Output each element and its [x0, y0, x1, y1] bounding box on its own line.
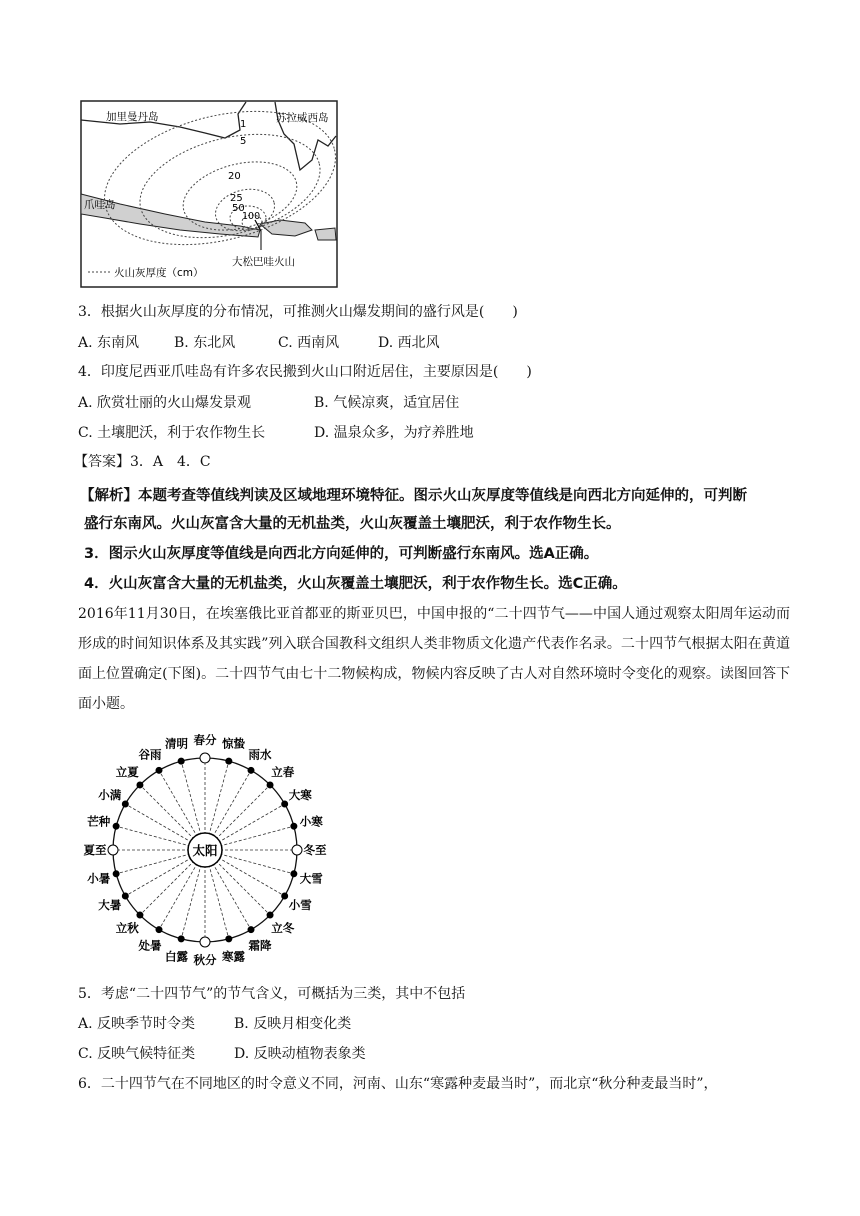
- term-label: 处暑: [138, 938, 162, 953]
- question-3-options: [78, 333, 440, 353]
- term-label: 寒露: [221, 949, 245, 964]
- question-5-options-ab: [78, 1014, 351, 1034]
- term-label: 大寒: [288, 788, 312, 802]
- term-label: 霜降: [248, 938, 272, 953]
- term-label: 夏至: [83, 843, 107, 857]
- term-marker: [178, 758, 184, 764]
- term-label: 立秋: [115, 920, 139, 935]
- term-marker: [282, 801, 288, 807]
- term-marker: [156, 927, 162, 933]
- solar-terms-diagram: [80, 728, 350, 968]
- q4-option-d: D. 温泉众多，为疗养胜地: [314, 425, 474, 441]
- question-6-stem: 6．二十四节气在不同地区的时令意义不同，河南、山东“寒露种麦最当时”，而北京“秋分种麦最当时”，: [78, 1076, 718, 1092]
- term-marker: [292, 845, 302, 855]
- term-marker: [178, 936, 184, 942]
- contour-label-25: 25: [230, 193, 243, 204]
- term-label: 小寒: [299, 814, 323, 829]
- q3-option-a: A. 东南风: [78, 335, 140, 351]
- q4-option-b: B. 气候凉爽，适宜居住: [314, 395, 460, 411]
- term-label: 立春: [271, 765, 295, 780]
- q3-option-c: C. 西南风: [278, 335, 340, 351]
- term-marker: [137, 912, 143, 918]
- term-label: 谷雨: [138, 747, 162, 762]
- term-marker: [108, 845, 118, 855]
- sun-label: 太阳: [192, 843, 218, 858]
- intro-paragraph: 2016年11月30日，在埃塞俄比亚首都亚的斯亚贝巴，中国申报的“二十四节气——中国人通过观察太阳周年运动而形成的时间知识体系及其实践”列入联合国教科文组织人类非物质文化遗产代表作名录。二十四节气根据太阳在黄道面上位置确定(下图)。二十四节气由七十二物候构成，物候内容反映了古人对自然环境时令变化的观察。读图回答下面小题。: [78, 606, 790, 712]
- analysis-line-3: 3．图示火山灰厚度等值线是向西北方向延伸的，可判断盛行东南风。选A正确。: [84, 546, 599, 562]
- term-marker: [267, 912, 273, 918]
- question-4-options-cd: [78, 423, 474, 443]
- term-label: 冬至: [303, 843, 327, 857]
- contour-label-50: 50: [232, 203, 245, 214]
- analysis-line-1: 【解析】本题考查等值线判读及区域地理环境特征。图示火山灰厚度等值线是向西北方向延伸的，可判断: [80, 488, 747, 504]
- term-label: 大暑: [98, 898, 122, 912]
- term-marker: [226, 936, 232, 942]
- answer-line: 【答案】3．A 4．C: [74, 454, 211, 470]
- question-5-options-cd: [78, 1044, 366, 1064]
- term-marker: [282, 893, 288, 899]
- contour-label-100: 100: [242, 211, 261, 222]
- term-label: 小满: [98, 788, 122, 802]
- term-marker: [267, 782, 273, 788]
- question-4-stem: 4．印度尼西亚爪哇岛有许多农民搬到火山口附近居住，主要原因是( ): [78, 364, 532, 380]
- volcano-ash-map: [80, 100, 338, 288]
- contour-label-20: 20: [228, 171, 241, 182]
- q4-option-a: A. 欣赏壮丽的火山爆发景观: [78, 395, 252, 411]
- question-5-stem: 5．考虑“二十四节气”的节气含义，可概括为三类，其中不包括: [78, 986, 466, 1002]
- term-label: 立冬: [271, 920, 295, 935]
- term-marker: [248, 767, 254, 773]
- term-label: 春分: [193, 733, 217, 747]
- term-label: 小暑: [87, 871, 111, 886]
- term-marker: [291, 871, 297, 877]
- term-marker: [156, 767, 162, 773]
- analysis-line-2: 盛行东南风。火山灰富含大量的无机盐类，火山灰覆盖土壤肥沃，利于农作物生长。: [84, 516, 621, 532]
- q5-option-a: A. 反映季节时令类: [78, 1016, 196, 1032]
- island-east-label: 苏拉威西岛: [276, 112, 329, 124]
- term-label: 秋分: [193, 953, 217, 967]
- term-label: 大雪: [299, 871, 323, 886]
- contour-label-1: 1: [240, 119, 247, 130]
- analysis-line-4: 4．火山灰富含大量的无机盐类，火山灰覆盖土壤肥沃，利于农作物生长。选C正确。: [84, 576, 627, 592]
- term-label: 清明: [165, 736, 189, 751]
- term-label: 白露: [165, 949, 189, 964]
- term-marker: [122, 801, 128, 807]
- legend-label: 火山灰厚度（cm）: [114, 267, 204, 279]
- volcano-label: 大松巴哇火山: [232, 256, 295, 268]
- term-marker: [200, 753, 210, 763]
- term-marker: [200, 937, 210, 947]
- term-marker: [113, 871, 119, 877]
- term-label: 立夏: [115, 765, 139, 780]
- term-label: 雨水: [248, 747, 272, 762]
- term-marker: [122, 893, 128, 899]
- q3-option-b: B. 东北风: [174, 335, 236, 351]
- q3-option-d: D. 西北风: [378, 335, 440, 351]
- term-label: 惊蛰: [221, 736, 245, 751]
- term-marker: [113, 823, 119, 829]
- term-marker: [226, 758, 232, 764]
- q5-option-c: C. 反映气候特征类: [78, 1046, 196, 1062]
- q5-option-b: B. 反映月相变化类: [234, 1016, 352, 1032]
- island-north-label: 加里曼丹岛: [106, 111, 159, 123]
- term-label: 小雪: [288, 898, 312, 912]
- term-marker: [248, 927, 254, 933]
- question-4-options-ab: [78, 393, 459, 413]
- term-marker: [291, 823, 297, 829]
- question-3-stem: 3．根据火山灰厚度的分布情况，可推测火山爆发期间的盛行风是( ): [78, 304, 518, 320]
- contour-label-5: 5: [240, 136, 247, 147]
- q4-option-c: C. 土壤肥沃，利于农作物生长: [78, 425, 266, 441]
- island-west-label: 爪哇岛: [84, 199, 116, 211]
- term-label: 芒种: [87, 814, 111, 829]
- term-marker: [137, 782, 143, 788]
- q5-option-d: D. 反映动植物表象类: [234, 1046, 366, 1062]
